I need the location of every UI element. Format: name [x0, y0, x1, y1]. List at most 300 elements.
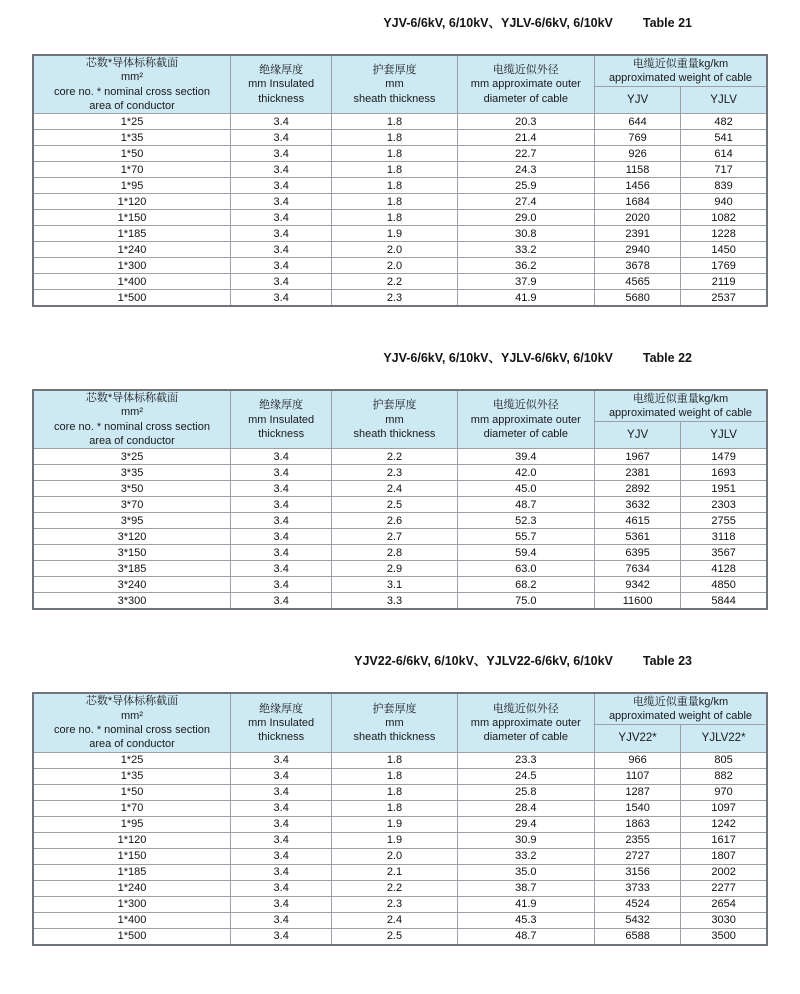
table-cell: 2119 — [681, 274, 767, 290]
header-line: area of conductor — [89, 435, 175, 448]
table-cell: 2.2 — [332, 880, 457, 896]
table-cell: 4524 — [594, 896, 680, 912]
header-line: mm approximate outer — [470, 78, 581, 91]
table-row — [33, 784, 767, 800]
table-cell: 940 — [681, 194, 767, 210]
table-cell: 75.0 — [457, 593, 594, 610]
table-cell: 2.2 — [332, 449, 457, 465]
table-cell: 644 — [594, 114, 680, 130]
table-cell: 3.4 — [231, 162, 332, 178]
table-cell: 717 — [681, 162, 767, 178]
header-line: core no. * nominal cross section — [54, 85, 210, 98]
table-row — [33, 210, 767, 226]
table-cell: 2355 — [594, 832, 680, 848]
table-cell: 3632 — [594, 497, 680, 513]
table-cell: 37.9 — [457, 274, 594, 290]
table-row — [33, 178, 767, 194]
table-cell: 1158 — [594, 162, 680, 178]
section-title — [32, 16, 768, 31]
table-cell: 1*70 — [33, 162, 231, 178]
table-cell: 3.4 — [231, 290, 332, 307]
table-cell: 39.4 — [457, 449, 594, 465]
table-cell: 1097 — [681, 800, 767, 816]
table-number-label: Table 21 — [642, 16, 692, 30]
header-line: mm — [385, 413, 404, 426]
table-cell: 2.3 — [332, 290, 457, 307]
table-cell: 3.4 — [231, 258, 332, 274]
table-cell: 2.0 — [332, 848, 457, 864]
header-cell-insulation-thickness — [231, 390, 332, 449]
table-cell: 25.8 — [457, 784, 594, 800]
table-cell: 55.7 — [457, 529, 594, 545]
table-row — [33, 832, 767, 848]
header-line: 护套厚度 — [372, 399, 417, 412]
table-row — [33, 497, 767, 513]
table-cell: 1*185 — [33, 226, 231, 242]
table-cell: 3.4 — [231, 226, 332, 242]
table-cell: 1.8 — [332, 178, 457, 194]
table-row — [33, 290, 767, 307]
table-cell: 1.8 — [332, 784, 457, 800]
table-cell: 2.5 — [332, 928, 457, 945]
header-line: approximated weight of cable — [608, 72, 753, 85]
table-cell: 3.4 — [231, 912, 332, 928]
table-cell: 3.4 — [231, 848, 332, 864]
table-row — [33, 146, 767, 162]
table-cell: 1951 — [681, 481, 767, 497]
table-cell: 1*50 — [33, 784, 231, 800]
table-row — [33, 928, 767, 945]
header-cell-weight-subcol: YJLV — [681, 87, 767, 114]
table-cell: 3.4 — [231, 928, 332, 945]
table-cell: 3.4 — [231, 449, 332, 465]
table-cell: 2654 — [681, 896, 767, 912]
table-cell: 1*35 — [33, 130, 231, 146]
table-cell: 5680 — [594, 290, 680, 307]
table-row — [33, 800, 767, 816]
table-cell: 3*25 — [33, 449, 231, 465]
table-row — [33, 864, 767, 880]
table-cell: 1228 — [681, 226, 767, 242]
table-cell: 541 — [681, 130, 767, 146]
header-cell-sheath-thickness — [332, 390, 457, 449]
table-title-text: YJV-6/6kV, 6/10kV、YJLV-6/6kV, 6/10kV — [383, 351, 613, 366]
table-cell: 9342 — [594, 577, 680, 593]
table-cell: 1.9 — [332, 226, 457, 242]
table-cell: 2381 — [594, 465, 680, 481]
table-cell: 1*50 — [33, 146, 231, 162]
table-cell: 3.4 — [231, 274, 332, 290]
table-row — [33, 226, 767, 242]
table-cell: 1*500 — [33, 928, 231, 945]
table-row — [33, 912, 767, 928]
table-row — [33, 848, 767, 864]
table-cell: 36.2 — [457, 258, 594, 274]
header-line: approximated weight of cable — [608, 407, 753, 420]
table-cell: 2.7 — [332, 529, 457, 545]
header-line: 电缆近似重量kg/km — [632, 696, 729, 709]
header-line: 绝缘厚度 — [259, 399, 304, 412]
header-cell-weight-subcol: YJV — [594, 422, 680, 449]
table-cell: 1*120 — [33, 832, 231, 848]
header-line: diameter of cable — [483, 427, 568, 440]
table-cell: 38.7 — [457, 880, 594, 896]
table-cell: 1967 — [594, 449, 680, 465]
table-cell: 29.4 — [457, 816, 594, 832]
table-cell: 30.9 — [457, 832, 594, 848]
table-cell: 48.7 — [457, 928, 594, 945]
table-cell: 3.4 — [231, 513, 332, 529]
header-line: 护套厚度 — [372, 702, 417, 715]
table-cell: 33.2 — [457, 848, 594, 864]
table-cell: 1*400 — [33, 274, 231, 290]
table-cell: 1107 — [594, 768, 680, 784]
table-cell: 3.4 — [231, 497, 332, 513]
table-cell: 6588 — [594, 928, 680, 945]
table-cell: 2755 — [681, 513, 767, 529]
table-cell: 35.0 — [457, 864, 594, 880]
table-cell: 3.1 — [332, 577, 457, 593]
table-row — [33, 513, 767, 529]
table-cell: 2.3 — [332, 465, 457, 481]
table-cell: 1*185 — [33, 864, 231, 880]
table-number-label: Table 22 — [642, 351, 692, 366]
table-cell: 3733 — [594, 880, 680, 896]
table-cell: 1*150 — [33, 848, 231, 864]
table-cell: 769 — [594, 130, 680, 146]
table-row — [33, 449, 767, 465]
header-line: 绝缘厚度 — [259, 702, 304, 715]
table-cell: 3*35 — [33, 465, 231, 481]
table-cell: 3*120 — [33, 529, 231, 545]
table-cell: 1*500 — [33, 290, 231, 307]
header-line: mm Insulated — [248, 78, 315, 91]
table-row — [33, 593, 767, 610]
table-row — [33, 880, 767, 896]
table-cell: 3.4 — [231, 800, 332, 816]
table-cell: 1*95 — [33, 178, 231, 194]
table-cell: 1.8 — [332, 210, 457, 226]
header-line: mm — [385, 716, 404, 729]
table-cell: 1287 — [594, 784, 680, 800]
table-row — [33, 242, 767, 258]
table-cell: 3.4 — [231, 577, 332, 593]
table-cell: 2.6 — [332, 513, 457, 529]
table-cell: 1769 — [681, 258, 767, 274]
table-cell: 1863 — [594, 816, 680, 832]
table-cell: 1*70 — [33, 800, 231, 816]
table-cell: 3.4 — [231, 768, 332, 784]
table-cell: 1*400 — [33, 912, 231, 928]
table-cell: 966 — [594, 752, 680, 768]
header-line: 电缆近似重量kg/km — [632, 57, 729, 70]
table-cell: 2940 — [594, 242, 680, 258]
header-line: 电缆近似外径 — [492, 399, 559, 412]
table-cell: 2.4 — [332, 912, 457, 928]
table-cell: 1540 — [594, 800, 680, 816]
table-cell: 2.0 — [332, 258, 457, 274]
table-cell: 2.3 — [332, 896, 457, 912]
header-line: 芯数*导体标称截面 — [85, 57, 179, 69]
table-cell: 1*25 — [33, 752, 231, 768]
header-line: 电缆近似重量kg/km — [632, 392, 729, 405]
table-cell: 3*240 — [33, 577, 231, 593]
table-cell: 1*120 — [33, 194, 231, 210]
table-sections-container — [0, 16, 800, 946]
table-cell: 1*300 — [33, 258, 231, 274]
table-row — [33, 577, 767, 593]
table-cell: 2.5 — [332, 497, 457, 513]
table-cell: 5844 — [681, 593, 767, 610]
header-line: mm Insulated — [248, 413, 315, 426]
header-cell-insulation-thickness — [231, 55, 332, 114]
table-cell: 2.8 — [332, 545, 457, 561]
table-cell: 3.4 — [231, 178, 332, 194]
table-cell: 3.4 — [231, 896, 332, 912]
table-row — [33, 545, 767, 561]
table-cell: 882 — [681, 768, 767, 784]
table-cell: 3*300 — [33, 593, 231, 610]
table-row — [33, 816, 767, 832]
table-cell: 3.4 — [231, 146, 332, 162]
table-cell: 3.4 — [231, 561, 332, 577]
table-cell: 25.9 — [457, 178, 594, 194]
table-cell: 41.9 — [457, 896, 594, 912]
table-cell: 3500 — [681, 928, 767, 945]
table-cell: 29.0 — [457, 210, 594, 226]
table-cell: 68.2 — [457, 577, 594, 593]
header-cell-core-section — [33, 390, 231, 449]
header-cell-outer-diameter — [457, 390, 594, 449]
table-title-text: YJV22-6/6kV, 6/10kV、YJLV22-6/6kV, 6/10kV — [354, 654, 613, 669]
table-cell: 11600 — [594, 593, 680, 610]
header-line: diameter of cable — [483, 731, 568, 744]
table-cell: 839 — [681, 178, 767, 194]
table-cell: 24.3 — [457, 162, 594, 178]
table-cell: 1*240 — [33, 242, 231, 258]
table-cell: 1450 — [681, 242, 767, 258]
table-cell: 7634 — [594, 561, 680, 577]
table-cell: 45.0 — [457, 481, 594, 497]
table-cell: 3.4 — [231, 465, 332, 481]
table-cell: 3.4 — [231, 752, 332, 768]
spec-table — [32, 692, 768, 945]
table-cell: 1.8 — [332, 194, 457, 210]
table-cell: 1*95 — [33, 816, 231, 832]
table-cell: 59.4 — [457, 545, 594, 561]
table-cell: 1.8 — [332, 146, 457, 162]
header-line: mm² — [121, 406, 144, 419]
table-cell: 3.4 — [231, 194, 332, 210]
table-cell: 5432 — [594, 912, 680, 928]
table-cell: 4615 — [594, 513, 680, 529]
table-cell: 22.7 — [457, 146, 594, 162]
table-cell: 3.4 — [231, 114, 332, 130]
table-cell: 3.4 — [231, 210, 332, 226]
table-cell: 3.4 — [231, 545, 332, 561]
table-cell: 5361 — [594, 529, 680, 545]
table-cell: 970 — [681, 784, 767, 800]
header-cell-sheath-thickness — [332, 55, 457, 114]
table-cell: 41.9 — [457, 290, 594, 307]
spec-table — [32, 54, 768, 307]
table-cell: 3.4 — [231, 242, 332, 258]
header-line: sheath thickness — [353, 427, 436, 440]
table-row — [33, 130, 767, 146]
header-line: sheath thickness — [353, 92, 436, 105]
table-section — [0, 654, 800, 945]
table-cell: 3.4 — [231, 816, 332, 832]
table-cell: 24.5 — [457, 768, 594, 784]
header-cell-weight-group — [594, 693, 767, 725]
table-row — [33, 561, 767, 577]
table-cell: 2303 — [681, 497, 767, 513]
table-cell: 1.8 — [332, 752, 457, 768]
table-cell: 614 — [681, 146, 767, 162]
header-line: mm — [385, 78, 404, 91]
table-cell: 45.3 — [457, 912, 594, 928]
table-cell: 1807 — [681, 848, 767, 864]
header-line: mm Insulated — [248, 716, 315, 729]
section-title — [32, 351, 768, 366]
header-line: sheath thickness — [353, 731, 436, 744]
table-cell: 2.4 — [332, 481, 457, 497]
table-cell: 3*185 — [33, 561, 231, 577]
table-row — [33, 896, 767, 912]
table-cell: 805 — [681, 752, 767, 768]
header-line: 护套厚度 — [372, 64, 417, 77]
table-row — [33, 529, 767, 545]
table-cell: 3*95 — [33, 513, 231, 529]
table-cell: 28.4 — [457, 800, 594, 816]
table-cell: 1.8 — [332, 800, 457, 816]
table-cell: 1082 — [681, 210, 767, 226]
table-cell: 3.4 — [231, 784, 332, 800]
table-row — [33, 274, 767, 290]
table-cell: 1242 — [681, 816, 767, 832]
table-cell: 63.0 — [457, 561, 594, 577]
header-line: thickness — [258, 731, 305, 744]
table-cell: 2277 — [681, 880, 767, 896]
table-cell: 4128 — [681, 561, 767, 577]
table-cell: 21.4 — [457, 130, 594, 146]
table-number-label: Table 23 — [642, 654, 692, 669]
table-cell: 1*300 — [33, 896, 231, 912]
table-cell: 1*25 — [33, 114, 231, 130]
table-cell: 3.4 — [231, 864, 332, 880]
table-cell: 2727 — [594, 848, 680, 864]
table-cell: 3.4 — [231, 481, 332, 497]
table-cell: 6395 — [594, 545, 680, 561]
header-cell-insulation-thickness — [231, 693, 332, 752]
table-cell: 1*240 — [33, 880, 231, 896]
table-cell: 3.3 — [332, 593, 457, 610]
table-cell: 3.4 — [231, 832, 332, 848]
table-cell: 3678 — [594, 258, 680, 274]
table-cell: 1*150 — [33, 210, 231, 226]
header-line: 芯数*导体标称截面 — [85, 695, 179, 708]
table-cell: 2.9 — [332, 561, 457, 577]
table-cell: 1479 — [681, 449, 767, 465]
header-line: 绝缘厚度 — [259, 64, 304, 77]
header-line: core no. * nominal cross section — [54, 723, 210, 736]
table-cell: 3.4 — [231, 130, 332, 146]
header-line: mm² — [121, 71, 144, 84]
header-line: area of conductor — [89, 738, 175, 751]
header-cell-outer-diameter — [457, 55, 594, 114]
header-line: thickness — [258, 427, 305, 440]
table-cell: 3.4 — [231, 529, 332, 545]
header-line: 芯数*导体标称截面 — [85, 392, 179, 405]
table-cell: 3118 — [681, 529, 767, 545]
table-cell: 1.9 — [332, 816, 457, 832]
header-line: mm approximate outer — [470, 413, 581, 426]
header-line: thickness — [258, 92, 305, 105]
table-cell: 1.8 — [332, 768, 457, 784]
section-title — [32, 654, 768, 669]
header-line: 电缆近似外径 — [492, 64, 559, 77]
table-row — [33, 114, 767, 130]
header-cell-weight-subcol: YJLV — [681, 422, 767, 449]
table-cell: 1*35 — [33, 768, 231, 784]
table-cell: 3.4 — [231, 593, 332, 610]
table-cell: 3030 — [681, 912, 767, 928]
header-line: mm² — [121, 709, 144, 722]
table-cell: 3*150 — [33, 545, 231, 561]
header-cell-weight-group — [594, 390, 767, 422]
table-row — [33, 768, 767, 784]
header-cell-weight-subcol: YJV22* — [594, 725, 680, 752]
table-cell: 1.8 — [332, 130, 457, 146]
table-row — [33, 258, 767, 274]
table-cell: 1.9 — [332, 832, 457, 848]
table-cell: 2.0 — [332, 242, 457, 258]
header-line: core no. * nominal cross section — [54, 420, 210, 433]
header-cell-core-section — [33, 693, 231, 752]
table-cell: 3567 — [681, 545, 767, 561]
table-cell: 1.8 — [332, 114, 457, 130]
table-cell: 2892 — [594, 481, 680, 497]
table-cell: 42.0 — [457, 465, 594, 481]
table-row — [33, 162, 767, 178]
table-cell: 926 — [594, 146, 680, 162]
table-cell: 2.2 — [332, 274, 457, 290]
table-section — [0, 351, 800, 610]
table-cell: 2020 — [594, 210, 680, 226]
header-cell-outer-diameter — [457, 693, 594, 752]
table-cell: 1693 — [681, 465, 767, 481]
table-cell: 23.3 — [457, 752, 594, 768]
table-cell: 27.4 — [457, 194, 594, 210]
table-cell: 482 — [681, 114, 767, 130]
table-row — [33, 481, 767, 497]
table-cell: 30.8 — [457, 226, 594, 242]
table-cell: 20.3 — [457, 114, 594, 130]
header-line: approximated weight of cable — [608, 710, 753, 723]
table-cell: 3*50 — [33, 481, 231, 497]
spec-table — [32, 389, 768, 610]
table-cell: 3*70 — [33, 497, 231, 513]
table-cell: 33.2 — [457, 242, 594, 258]
table-cell: 2.1 — [332, 864, 457, 880]
table-cell: 3.4 — [231, 880, 332, 896]
header-cell-weight-subcol: YJLV22* — [681, 725, 767, 752]
table-row — [33, 465, 767, 481]
table-cell: 1456 — [594, 178, 680, 194]
header-cell-weight-subcol: YJV — [594, 87, 680, 114]
header-cell-weight-group — [594, 55, 767, 87]
table-cell: 2391 — [594, 226, 680, 242]
